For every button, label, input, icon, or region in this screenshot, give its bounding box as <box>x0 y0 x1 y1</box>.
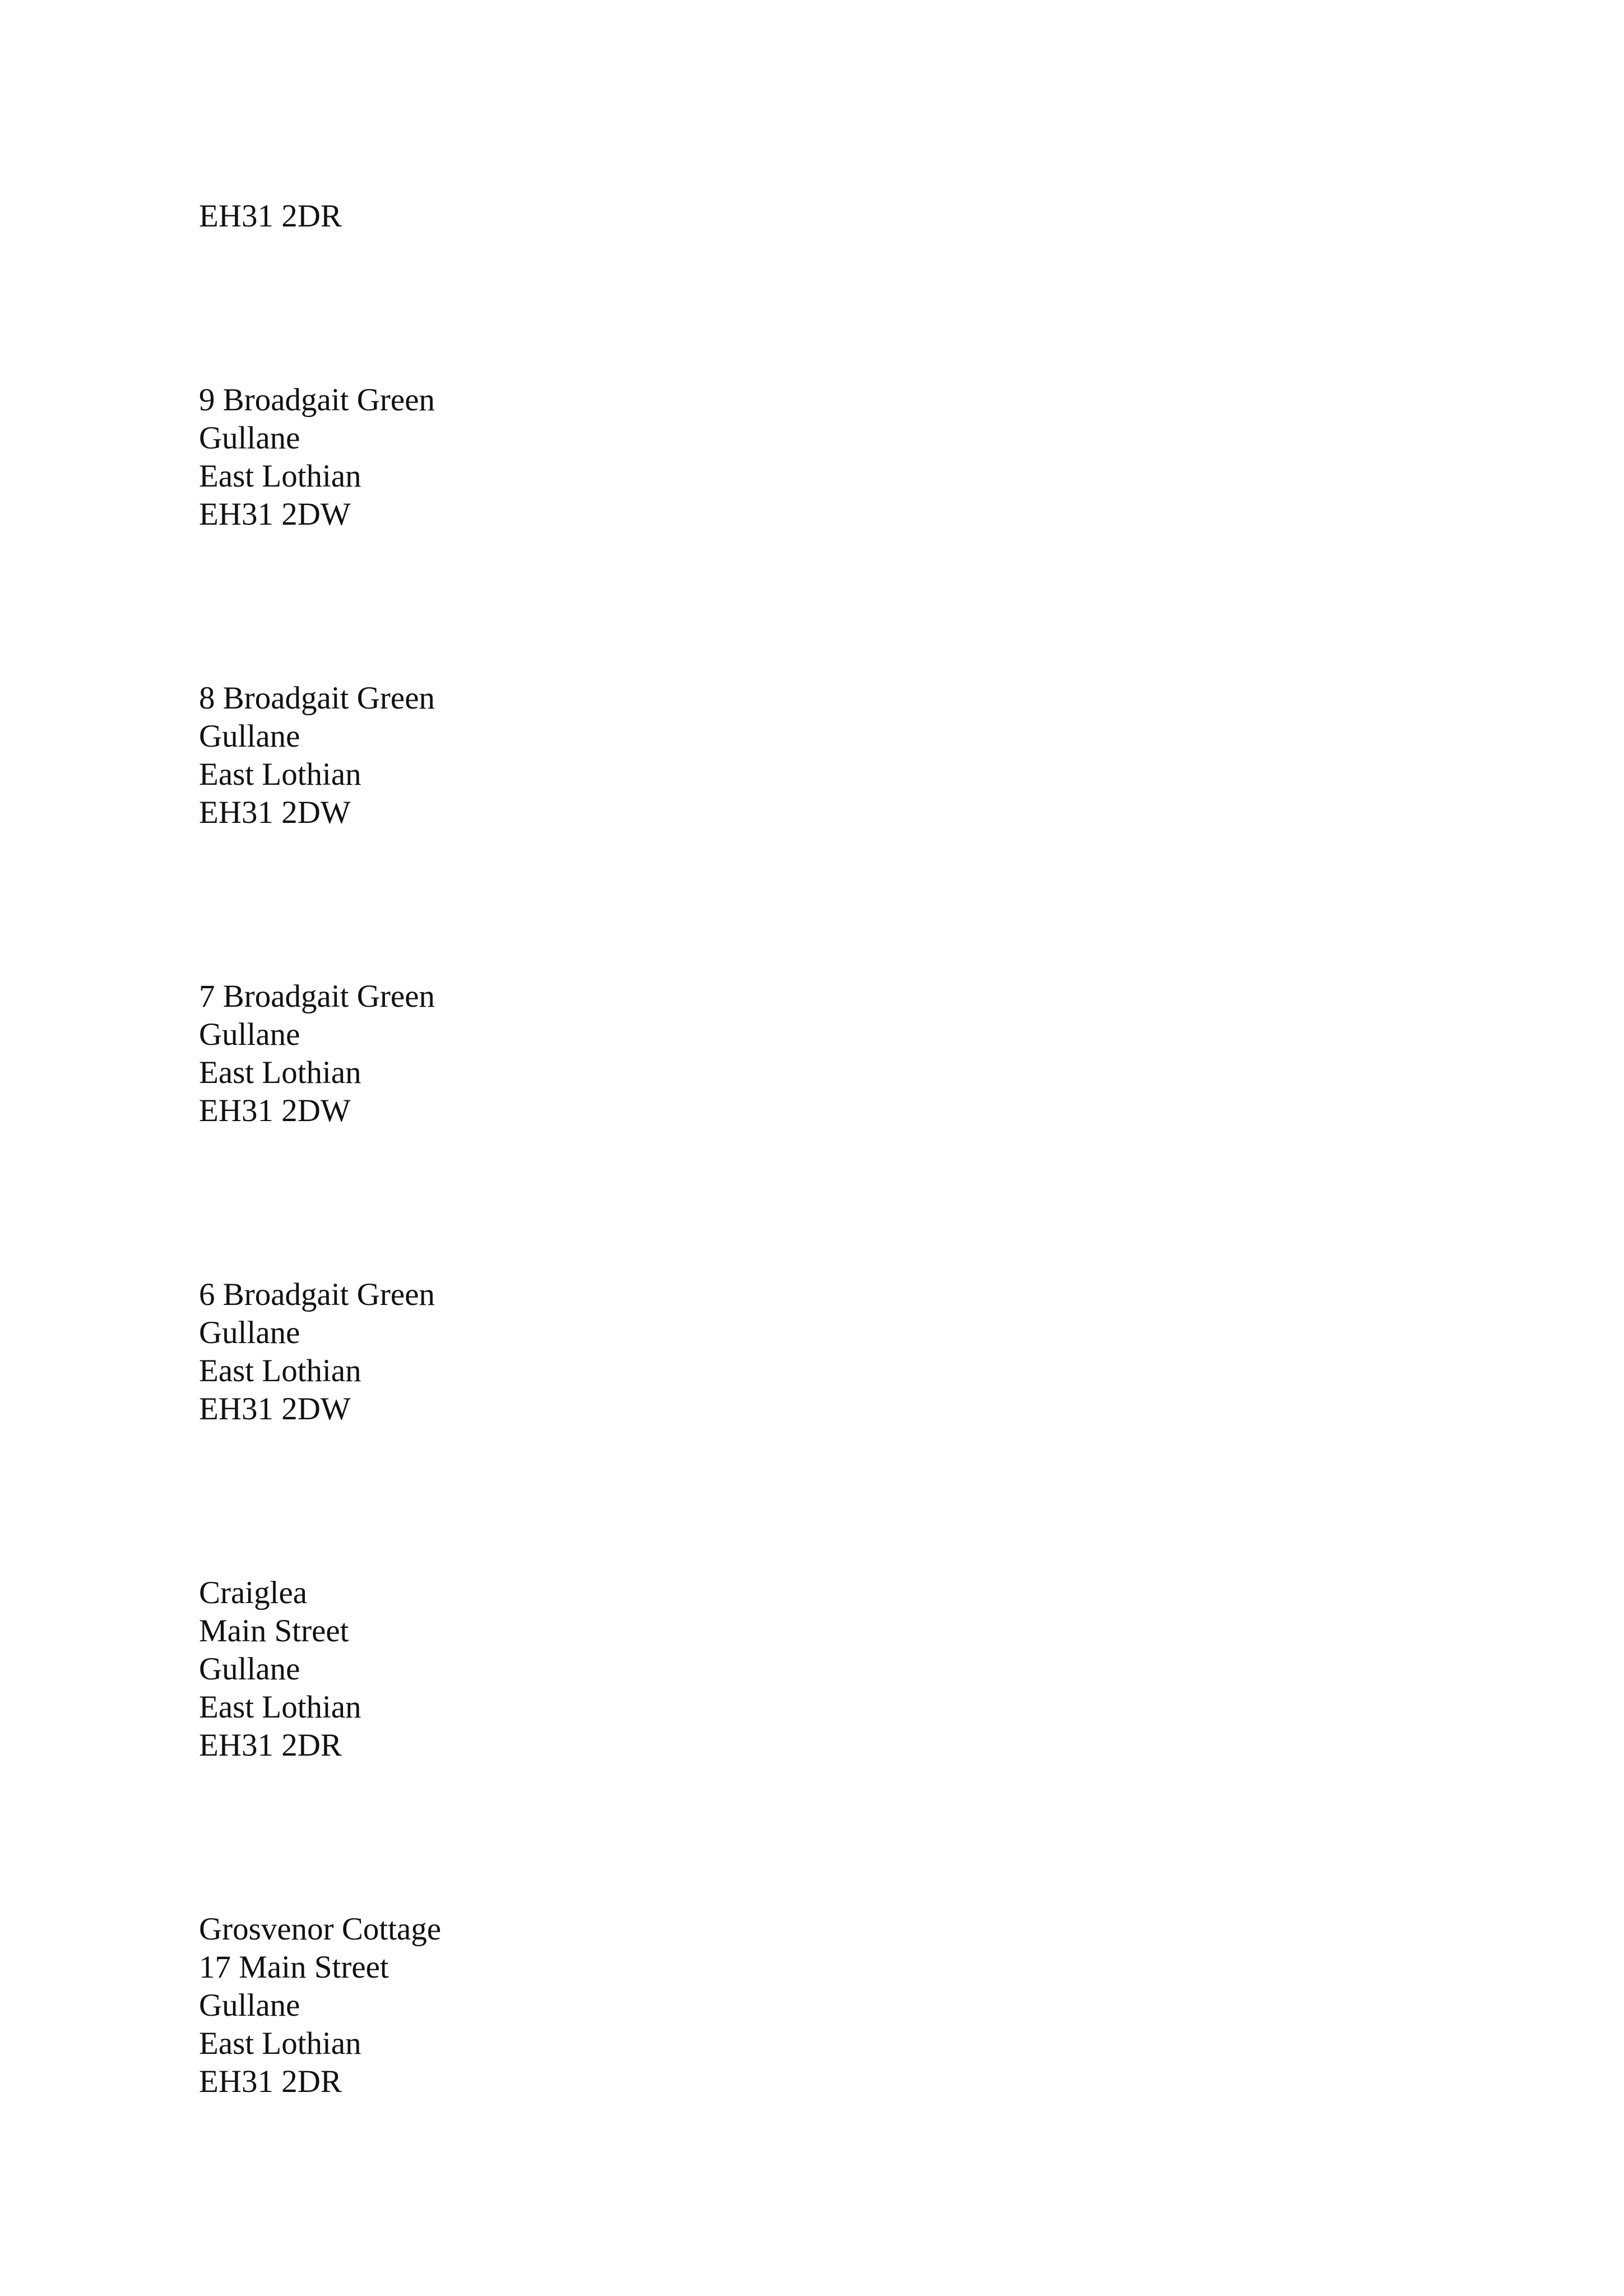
address-street: Main Street <box>199 1613 349 1649</box>
address-street: 7 Broadgait Green <box>199 979 435 1014</box>
address-town: Gullane <box>199 1017 300 1052</box>
address-house-name: Grosvenor Cottage <box>199 1911 442 1947</box>
address-town: Gullane <box>199 719 300 754</box>
address-region: East Lothian <box>199 459 361 494</box>
address-town: Gullane <box>199 1988 300 2023</box>
address-block-8-broadgait-green <box>199 679 435 832</box>
address-postcode: EH31 2DW <box>199 1391 351 1427</box>
address-block-grosvenor-cottage <box>199 1910 441 2101</box>
address-postcode: EH31 2DW <box>199 1093 351 1128</box>
address-region: East Lothian <box>199 1353 361 1388</box>
address-region: East Lothian <box>199 1689 361 1725</box>
address-postcode: EH31 2DW <box>199 497 351 532</box>
address-block-9-broadgait-green <box>199 381 435 534</box>
address-street: 6 Broadgait Green <box>199 1277 435 1312</box>
address-region: East Lothian <box>199 2026 361 2061</box>
address-postcode: EH31 2DR <box>199 2064 342 2099</box>
address-street: 8 Broadgait Green <box>199 681 435 716</box>
address-street: 17 Main Street <box>199 1950 389 1985</box>
address-postcode: EH31 2DR <box>199 198 342 234</box>
address-street: 9 Broadgait Green <box>199 382 435 418</box>
address-block-postcode-continuation <box>199 197 342 235</box>
address-block-craiglea <box>199 1574 361 1765</box>
address-postcode: EH31 2DR <box>199 1728 342 1763</box>
address-region: East Lothian <box>199 757 361 792</box>
address-town: Gullane <box>199 420 300 456</box>
address-block-6-broadgait-green <box>199 1276 435 1428</box>
address-house-name: Craiglea <box>199 1575 308 1610</box>
address-postcode: EH31 2DW <box>199 795 351 830</box>
address-region: East Lothian <box>199 1055 361 1090</box>
address-town: Gullane <box>199 1315 300 1350</box>
address-town: Gullane <box>199 1651 300 1687</box>
address-block-7-broadgait-green <box>199 978 435 1130</box>
